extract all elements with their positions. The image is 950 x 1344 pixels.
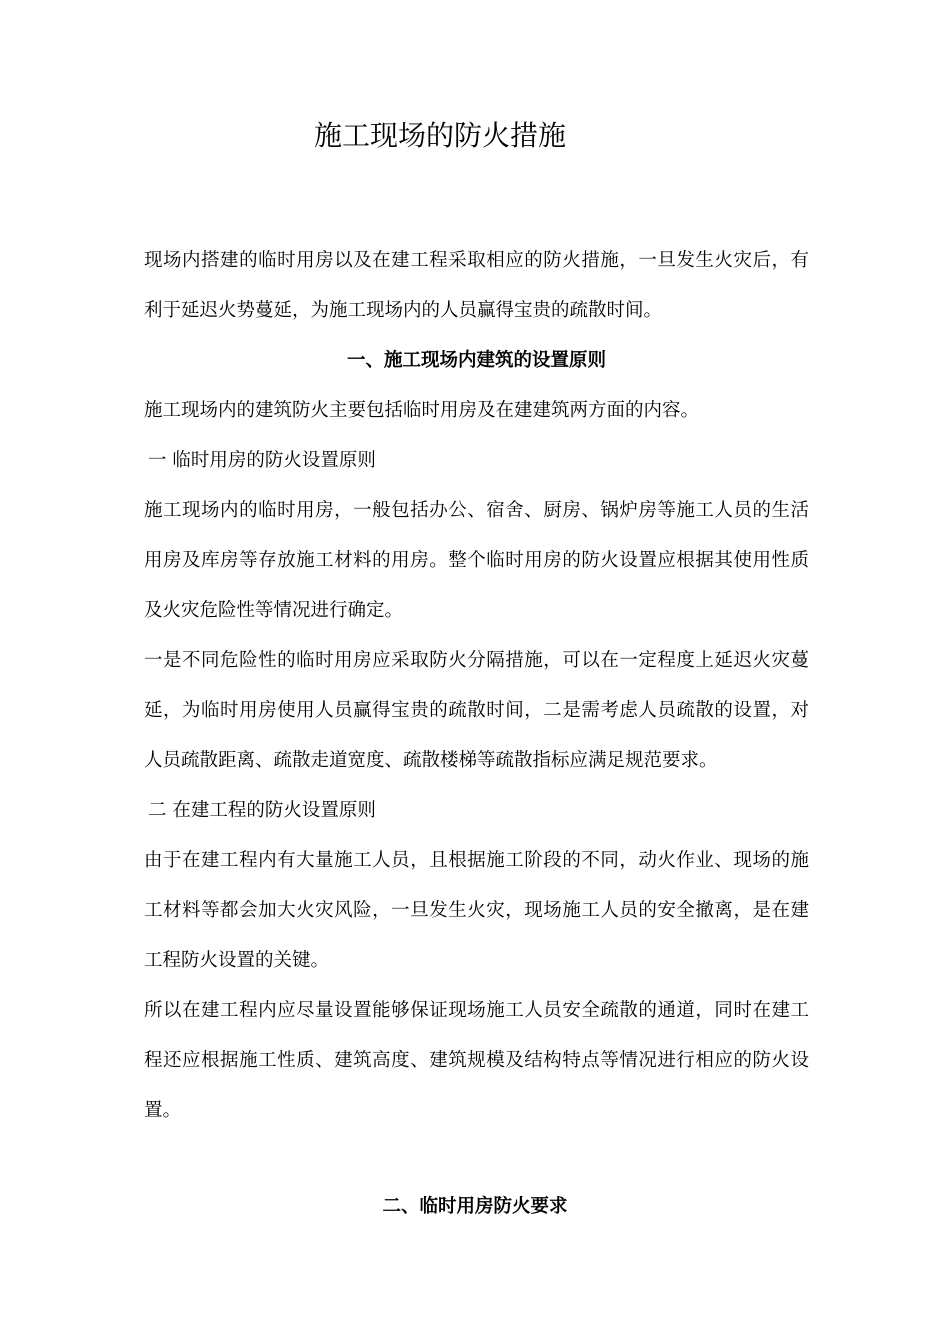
paragraph-line: 用房及库房等存放施工材料的用房。整个临时用房的防火设置应根据其使用性质 [144,550,809,571]
paragraph-line: 一是不同危险性的临时用房应采取防火分隔措施，可以在一定程度上延迟火灾蔓 [144,650,809,671]
paragraph-line: 程还应根据施工性质、建筑高度、建筑规模及结构特点等情况进行相应的防火设 [144,1050,809,1071]
document-body [144,236,809,1136]
paragraph-line: 工程防火设置的关键。 [144,950,330,971]
section-heading: 一、施工现场内建筑的设置原则 [346,350,606,371]
paragraph-line: 现场内搭建的临时用房以及在建工程采取相应的防火措施，一旦发生火灾后，有 [144,250,809,271]
paragraph-line: 由于在建工程内有大量施工人员，且根据施工阶段的不同，动火作业、现场的施 [144,850,809,871]
paragraph-line: 施工现场内的建筑防火主要包括临时用房及在建建筑两方面的内容。 [144,400,700,421]
paragraph-line: 延，为临时用房使用人员赢得宝贵的疏散时间，二是需考虑人员疏散的设置，对 [144,700,809,721]
paragraph-line: 所以在建工程内应尽量设置能够保证现场施工人员安全疏散的通道，同时在建工 [144,1000,809,1021]
paragraph-line: 利于延迟火势蔓延，为施工现场内的人员赢得宝贵的疏散时间。 [144,300,663,321]
section-heading-2: 二、临时用房防火要求 [382,1196,568,1217]
paragraph-line: 及火灾危险性等情况进行确定。 [144,600,404,621]
paragraph-line: 置。 [144,1100,182,1121]
document-title: 施工现场的防火措施 [313,119,566,152]
subsection-heading: 一 临时用房的防火设置原则 [148,450,376,471]
subsection-heading: 二 在建工程的防火设置原则 [148,800,376,821]
paragraph-line: 工材料等都会加大火灾风险，一旦发生火灾，现场施工人员的安全撤离，是在建 [144,900,809,921]
paragraph-line: 施工现场内的临时用房，一般包括办公、宿舍、厨房、锅炉房等施工人员的生活 [144,500,809,521]
paragraph-line: 人员疏散距离、疏散走道宽度、疏散楼梯等疏散指标应满足规范要求。 [144,750,718,771]
